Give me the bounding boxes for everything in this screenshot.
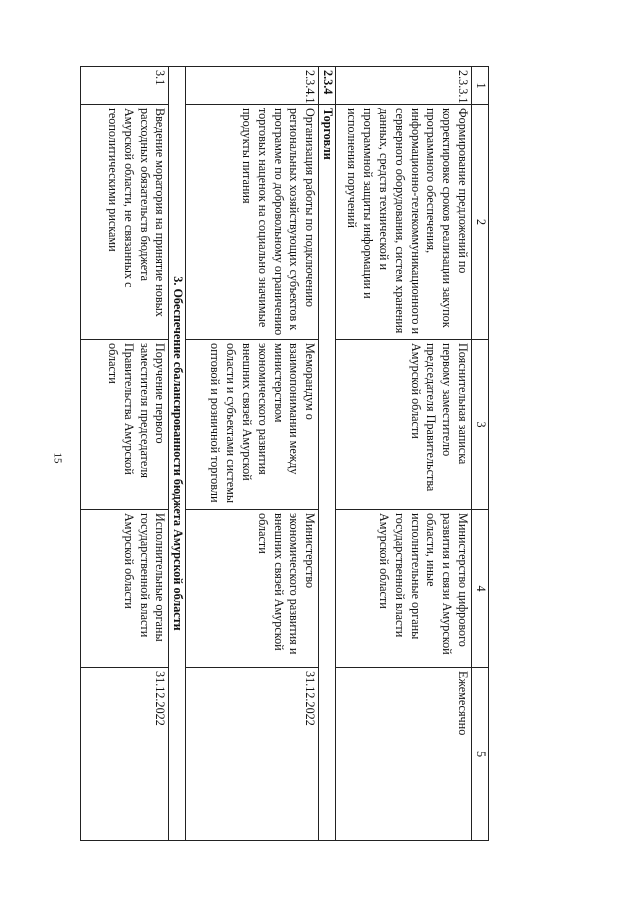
document-cell: Поручение первого заместителя председателя Правительства Амурской области bbox=[81, 340, 169, 510]
page-number: 15 bbox=[51, 452, 64, 464]
row-number: 2.3.3.1 bbox=[336, 67, 472, 105]
section-row bbox=[169, 67, 186, 841]
row-number: 3.1 bbox=[81, 67, 169, 105]
term-cell: 31.12.2022 bbox=[186, 668, 319, 841]
subsection-title: Торговли bbox=[319, 105, 336, 841]
section-title: 3. Обеспечение сбалансированности бюджета Амурской области bbox=[169, 67, 186, 841]
header-col-1: 1 bbox=[472, 67, 489, 105]
subsection-row bbox=[319, 67, 336, 841]
term-cell: Ежемесячно bbox=[336, 668, 472, 841]
row-number: 2.3.4 bbox=[319, 67, 336, 105]
measures-table bbox=[80, 66, 489, 841]
table-row bbox=[336, 67, 472, 841]
document-cell: Пояснительная записка первому заместителю председателя Правительства Амурской области bbox=[336, 340, 472, 510]
table-row bbox=[186, 67, 319, 841]
responsible-cell: Министерство цифрового развития и связи Амурской области, иные исполнительные органы государственной власти Амурской области bbox=[336, 510, 472, 668]
header-col-5: 5 bbox=[472, 668, 489, 841]
responsible-cell: Исполнительные органы государственной власти Амурской области bbox=[81, 510, 169, 668]
responsible-cell: Министерство экономического развития и внешних связей Амурской области bbox=[186, 510, 319, 668]
header-row bbox=[472, 67, 489, 841]
measure-cell: Формирование предложений по корректировке сроков реализации закупок программного обеспечения, информационно-телекоммуникационного и серверного оборудования, систем хранения данных, средств технической и программной защиты информации и исполнения поручений bbox=[336, 105, 472, 340]
header-col-4: 4 bbox=[472, 510, 489, 668]
header-col-2: 2 bbox=[472, 105, 489, 340]
measure-cell: Организация работы по подключению региональных хозяйствующих субъектов к программе по добровольному ограничению торговых наценок на социально значимые продукты питания bbox=[186, 105, 319, 340]
term-cell: 31.12.2022 bbox=[81, 668, 169, 841]
header-col-3: 3 bbox=[472, 340, 489, 510]
row-number: 2.3.4.1 bbox=[186, 67, 319, 105]
measure-cell: Введение моратория на принятие новых расходных обязательств бюджета Амурской области, не связанных с геополитическими рисками bbox=[81, 105, 169, 340]
document-cell: Меморандум о взаимопонимании между министерством экономического развития внешних связей Амурской области и субъектами системы оптовой и розничной торговли bbox=[186, 340, 319, 510]
table-row bbox=[81, 67, 169, 841]
rotated-table-wrapper bbox=[104, 66, 489, 840]
